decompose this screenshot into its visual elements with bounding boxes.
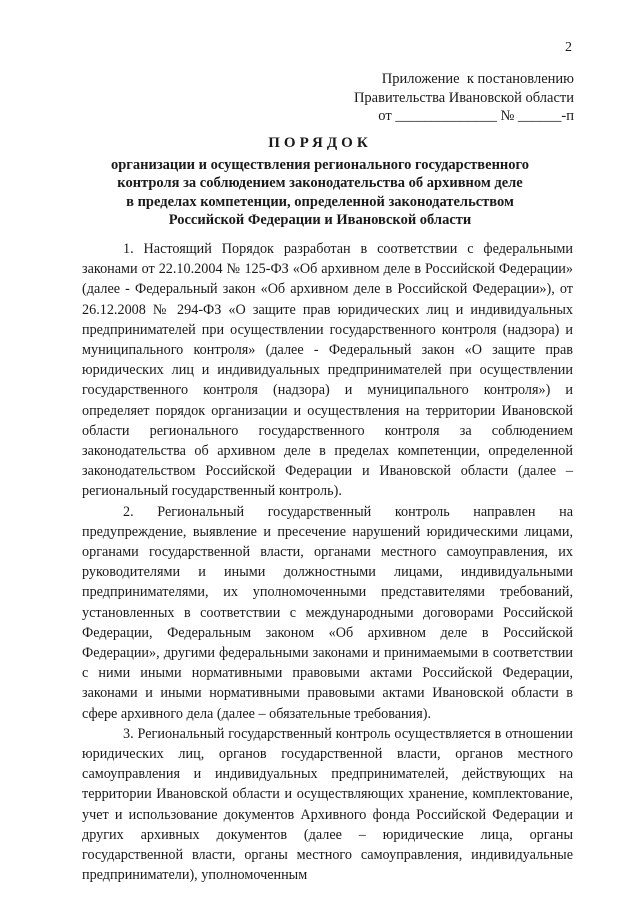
paragraph-2: 2. Региональный государственный контроль направлен на предупреждение, выявление и пресечение нарушений юридическими лицами, органами государственной власти, органами местного самоуправления, их руководителями и иными должностными лицами, индивидуальными предпринимателями, их уполномоченными представителями требований, установленных в соответствии с международными договорами Российской Федерации, Федеральным законом «Об архивном деле в Российской Федерации», другими федеральными законами и принимаемыми в соответствии с ними иными нормативными правовыми актами Российской Федерации, законами и иными нормативными правовыми актами Ивановской области в сфере архивного дела (далее – обязательные требования). (82, 503, 573, 722)
appendix-line-1: Приложение к постановлению (381, 71, 574, 87)
appendix-header (354, 70, 574, 126)
subtitle-line-3: в пределах компетенции, определенной законодательством (126, 193, 514, 210)
subtitle-line-2: контроля за соблюдением законодательства об архивном деле (117, 175, 523, 191)
page-number: 2 (565, 40, 572, 55)
paragraph-3: 3. Региональный государственный контроль осуществляется в отношении юридических лиц, органов государственной власти, органов местного самоуправления и индивидуальных предпринимателей, действующих на территории Ивановской области и осуществляющих хранение, комплектование, учет и использование документов Архивного фонда Российской Федерации и других архивных документов (далее – юридические лица, органы государственной власти, органы местного самоуправления, индивидуальные предприниматели), уполномоченным (82, 725, 573, 884)
subtitle-line-4: Российской Федерации и Ивановской области (168, 212, 472, 228)
paragraph-1: 1. Настоящий Порядок разработан в соответствии с федеральными законами от 22.10.2004 № 125-ФЗ «Об архивном деле в Российской Федерации» (далее - Федеральный закон «Об архивном деле в Российской Федерации»), от 26.12.2008 № 294-ФЗ «О защите прав юридических лиц и индивидуальных предпринимателей при осуществлении государственного контроля (надзора) и муниципального контроля» (далее - Федеральный закон «О защите прав юридических лиц и индивидуальных предпринимателей при осуществлении государственного контроля (надзора) и муниципального контроля») и определяет порядок организации и осуществления на территории Ивановской области регионального государственного контроля за соблюдением законодательства об архивном деле в пределах компетенции, определенной законодательством Российской Федерации и Ивановской области (далее – региональный государственный контроль). (82, 241, 573, 500)
document-body (82, 239, 573, 886)
title-main: ПОРЯДОК (268, 135, 372, 151)
appendix-line-2: Правительства Ивановской области (353, 89, 574, 106)
subtitle-line-1: организации и осуществления регионального государственного (110, 156, 530, 173)
appendix-line-3: от ______________ № ______-п (378, 108, 574, 124)
document-title (70, 134, 570, 230)
